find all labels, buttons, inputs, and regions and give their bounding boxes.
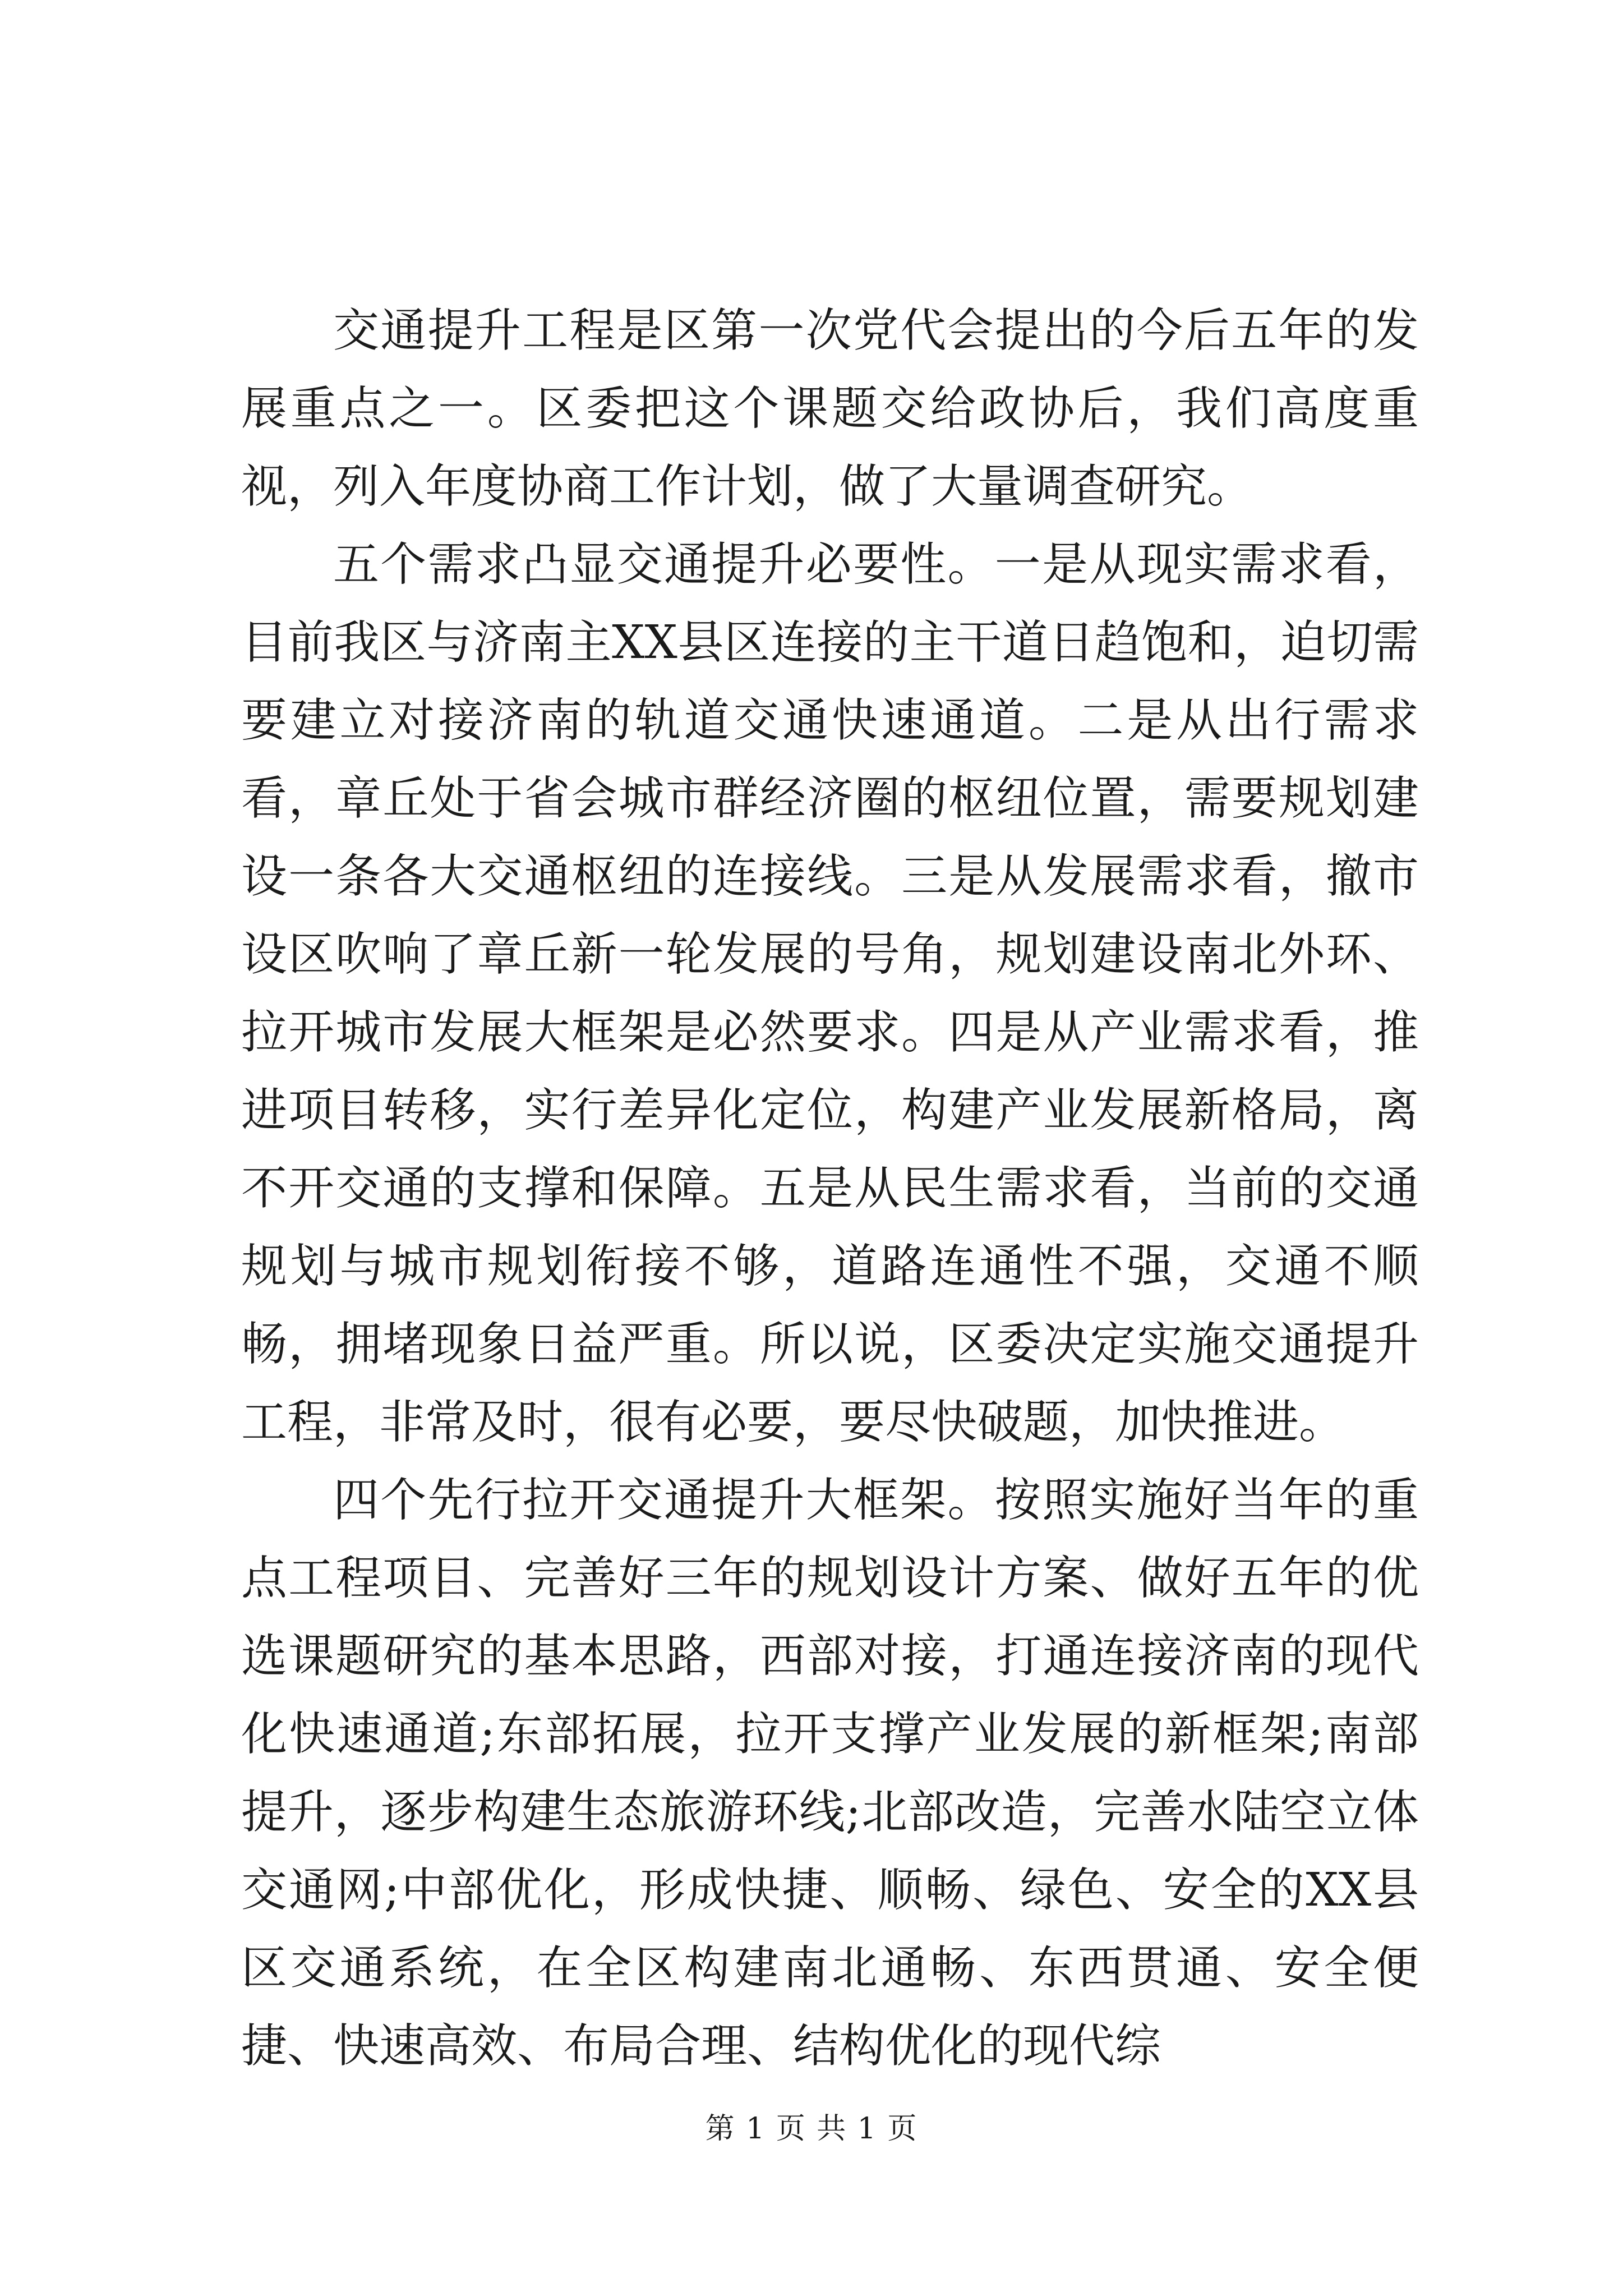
paragraph-four-priorities: 四个先行拉开交通提升大框架。按照实施好当年的重点工程项目、完善好三年的规划设计方案、做好五年的优选课题研究的基本思路，西部对接，打通连接济南的现代化快速通道;东部拓展，拉开支撑产业发展的新框架;南部提升，逐步构建生态旅游环线;北部改造，完善水陆空立体交通网;中部优化，形成快捷、顺畅、绿色、安全的XX县区交通系统，在全区构建南北通畅、东西贯通、安全便捷、快速高效、布局合理、结构优化的现代综 xyxy=(241,1474,1419,2073)
paragraph-five-needs: 五个需求凸显交通提升必要性。一是从现实需求看，目前我区与济南主XX县区连接的主干道日趋饱和，迫切需要建立对接济南的轨道交通快速通道。二是从出行需求看，章丘处于省会城市群经济圈的枢纽位置，需要规划建设一条各大交通枢纽的连接线。三是从发展需求看，撤市设区吹响了章丘新一轮发展的号角，规划建设南北外环、拉开城市发展大框架是必然要求。四是从产业需求看，推进项目转移，实行差异化定位，构建产业发展新格局，离不开交通的支撑和保障。五是从民生需求看，当前的交通规划与城市规划衔接不够，道路连通性不强，交通不顺畅，拥堵现象日益严重。所以说，区委决定实施交通提升工程，非常及时，很有必要，要尽快破题，加快推进。 xyxy=(241,538,1419,1449)
paragraph-intro: 交通提升工程是区第一次党代会提出的今后五年的发展重点之一。区委把这个课题交给政协后，我们高度重视，列入年度协商工作计划，做了大量调查研究。 xyxy=(241,304,1419,513)
document-body xyxy=(241,292,1419,2085)
page-number-footer: 第 1 页 共 1 页 xyxy=(705,2112,918,2146)
